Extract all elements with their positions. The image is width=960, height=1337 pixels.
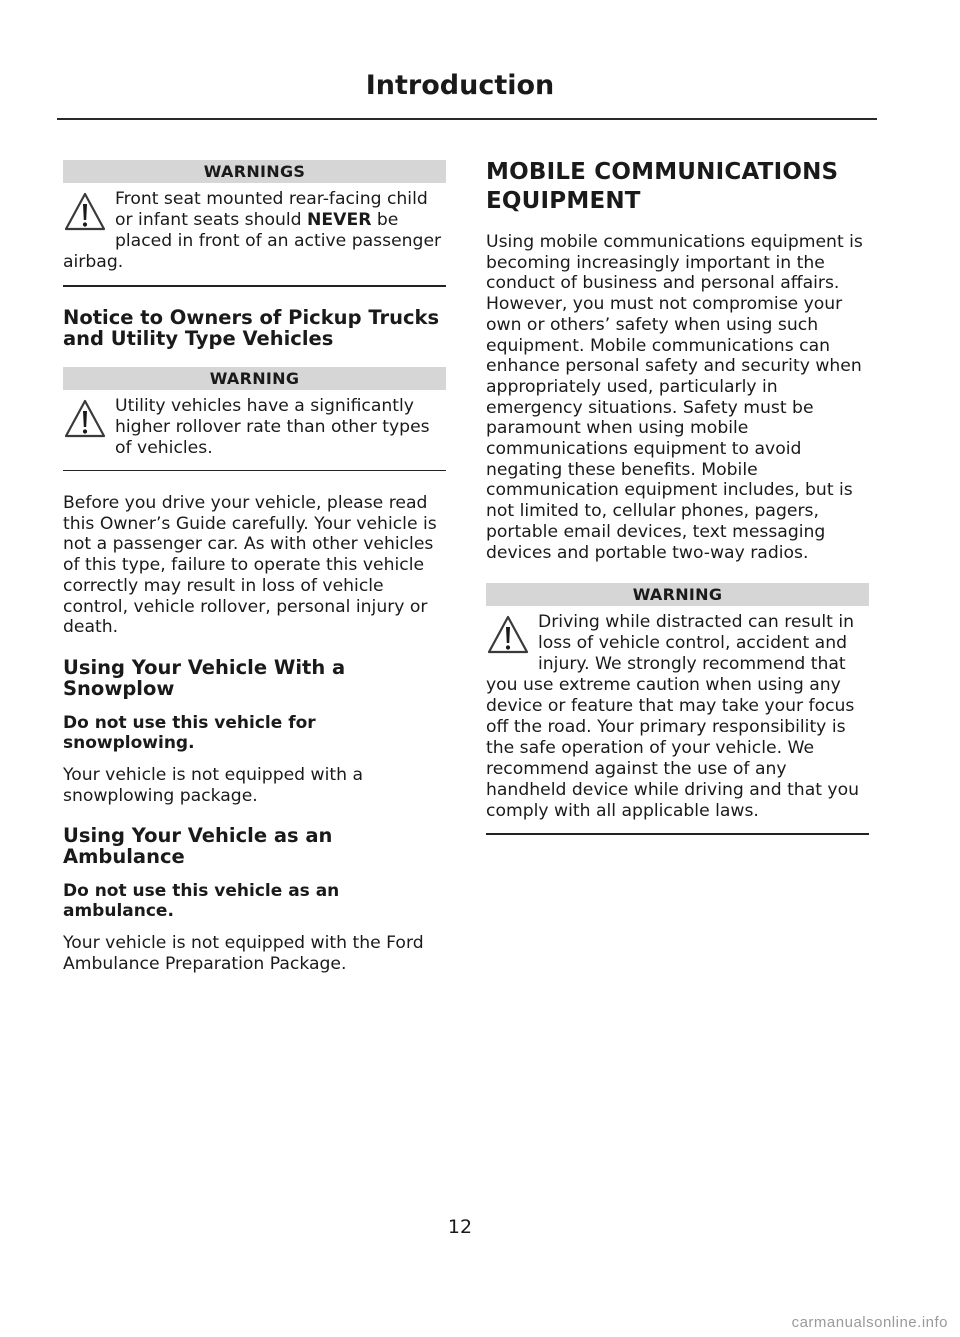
intro-paragraph: Before you drive your vehicle, please read this Owner’s Guide carefully. Your vehicle is not a passenger car. As with other vehicles of this type, failure to operate this vehicle correctly may result in loss of vehicle control, vehicle rollover, personal injury or death. bbox=[63, 493, 437, 638]
header-divider bbox=[57, 118, 877, 120]
page-header-title: Introduction bbox=[365, 70, 555, 101]
right-column bbox=[486, 158, 869, 835]
warning-text bbox=[63, 189, 446, 273]
warning-text-post: be placed in front of an active passenger airbag. bbox=[63, 210, 442, 272]
ambulance-paragraph: Your vehicle is not equipped with the Ford Ambulance Preparation Package. bbox=[63, 933, 424, 975]
warning-text-body: Driving while distracted can result in loss of vehicle control, accident and injury. We strongly recommend that you use extreme caution when using any device or feature that may take your focus off the road. Your primary responsibility is the safe operation of your vehicle. We recommend against the use of any handheld device while driving and that you comply with all applicable laws. bbox=[486, 612, 860, 822]
warning-text-emphasis: NEVER bbox=[307, 210, 372, 230]
warning-text-pre: Front seat mounted rear-facing child or infant seats should bbox=[115, 189, 428, 230]
warning-text bbox=[63, 396, 446, 459]
warning-box-rollover bbox=[63, 367, 446, 472]
watermark: carmanualsonline.info bbox=[791, 1314, 948, 1331]
warning-title-bar: WARNING bbox=[63, 367, 446, 390]
snowplow-paragraph: Your vehicle is not equipped with a snowplowing package. bbox=[63, 764, 364, 806]
mobile-paragraph: Using mobile communications equipment is becoming increasingly important in the conduct of business and personal affairs. However, you must not compromise your own or others’ safety when using such equipment. Mobile communications can enhance personal safety and security when appropriately used, particularly in emergency situations. Safety must be paramount when using mobile communications equipment to avoid negating these benefits. Mobile communication equipment includes, but is not limited to, cellular phones, pagers, portable email devices, text messaging devices and portable two-way radios. bbox=[486, 232, 863, 563]
warning-end-rule bbox=[486, 833, 869, 835]
warning-box-child-seat bbox=[63, 160, 446, 287]
warning-triangle-icon bbox=[63, 398, 107, 440]
warning-triangle-icon bbox=[486, 614, 530, 656]
warning-end-rule bbox=[63, 285, 446, 287]
subheading-snowplow: Do not use this vehicle for snowplowing. bbox=[63, 712, 316, 753]
section-heading-ambulance: Using Your Vehicle as an Ambulance bbox=[63, 824, 333, 869]
section-heading-snowplow: Using Your Vehicle With a Snowplow bbox=[63, 655, 346, 700]
warning-triangle-icon bbox=[63, 191, 107, 233]
warning-title-bar: WARNINGS bbox=[63, 160, 446, 183]
left-column bbox=[63, 160, 446, 975]
subheading-ambulance: Do not use this vehicle as an ambulance. bbox=[63, 881, 340, 922]
section-heading-pickup: Notice to Owners of Pickup Trucks and Utility Type Vehicles bbox=[63, 305, 440, 350]
section-heading-mobile: MOBILE COMMUNICATIONS EQUIPMENT bbox=[486, 159, 839, 214]
warning-end-rule bbox=[63, 470, 446, 472]
warning-box-distraction bbox=[486, 583, 869, 835]
warning-text bbox=[486, 612, 869, 822]
warning-title-bar: WARNING bbox=[486, 583, 869, 606]
warning-text-body: Utility vehicles have a significantly higher rollover rate than other types of vehicles. bbox=[115, 395, 430, 458]
page-number: 12 bbox=[447, 1216, 473, 1238]
